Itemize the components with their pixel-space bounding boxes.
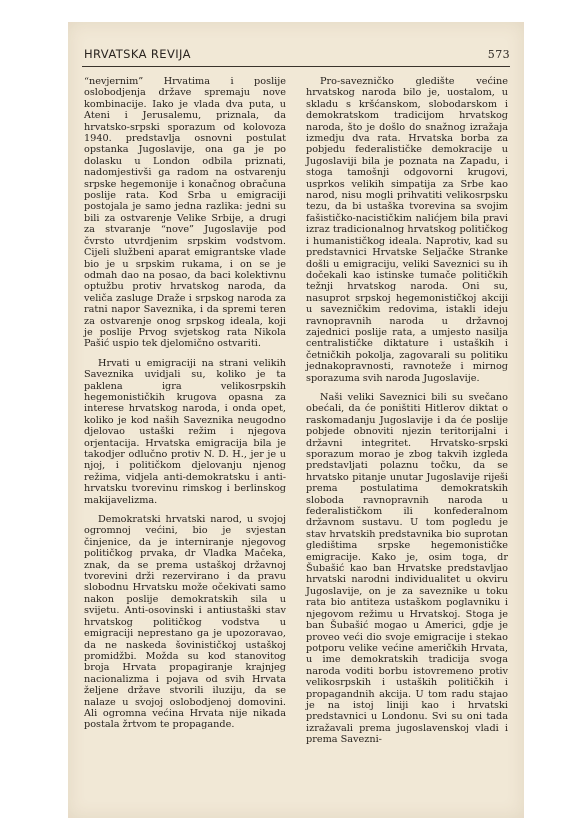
left-column: [84, 76, 286, 739]
paragraph: Pro-savezničko gledište većine hrvatskog naroda bilo je, uostalom, u skladu s kršćanskom, slobodarskom i demokratskom tradicijom hrvatskog naroda, što je došlo do snažnog izražaja izmedju dva rata. Hrvatska borba za pobjedu federalističke demokracije u Jugoslaviji bila je poznata na Zapadu, i stoga tamošnji odgovorni krugovi, usprkos velikih simpatija za Srbe kao narod, nisu mogli prihvatiti velikosrpsku tezu, da bi ustaška tvorevina sa svojim fašističko-nacističkim nalićjem bila pravi izraz tradicionalnog hrvatskog političkog i humanističkog ideala. Naprotiv, kad su predstavnici Hrvatske Seljačke Stranke došli u emigraciju, veliki Saveznici su ih dočekali kao istinske tumače političkih težnji hrvatskog naroda. Oni su, nasuprot srpskoj hegemonističkoj akciji u savezničkim redovima, istakli ideju ravnopravnih naroda u državnoj zajednici poslije rata, a umjesto nasilja centralističke diktature i ustaških i četničkih pokolja, zagovarali su politiku jednakopravnosti, ravnoteže i mirnog sporazuma svih naroda Jugoslavije.: [306, 76, 508, 384]
right-column: [306, 76, 508, 754]
paragraph: Demokratski hrvatski narod, u svojoj ogromnoj većini, bio je svjestan činjenice, da je interniranje njegovog političkog prvaka, dr Vladka Mačeka, znak, da se prema ustaškoj državnoj tvorevini drži rezervirano i da pravu slobodnu Hrvatsku može očekivati samo nakon poslije demokratskih sila u svijetu. Anti-osovinski i antiustaški stav hrvatskog političkog vodstva u emigraciji neprestano ga je upozoravao, da ne naskeda šovinističkoj ustaškoj promidžbi. Možda su kod stanovitog broja Hrvata propagiranje krajnjeg nacionalizma i pojava od svih Hrvata željene države stvorili iluziju, da se nalaze u svojoj oslobodjenoj domovini. Ali ogromna većina Hrvata nije nikada postala žrtvom te propagande.: [84, 514, 286, 731]
page-number: 573: [487, 48, 510, 61]
paragraph: “nevjernim” Hrvatima i poslije oslobodjenja države spremaju nove kombinacije. Iako je vlada dva puta, u Ateni i Jerusalemu, priznala, da hrvatsko-srpski sporazum od kolovoza 1940. predstavlja osnovni postulat opstanka Jugoslavije, ona ga je po dolasku u London odbila priznati, nadomjestivši ga radom na ostvarenju srpske hegemonije i konačnog obračuna poslije rata. Kod Srba u emigraciji postojala je samo jedna razlika: jedni su bili za ostvarenje Velike Srbije, a drugi za stvaranje “nove” Jugoslavije pod čvrsto utvrdjenim srpskim vodstvom. Cijeli službeni aparat emigrantske vlade bio je u srpskim rukama, i on se je odmah dao na posao, da baci kolektivnu optužbu protiv hrvatskog naroda, da veliča zasluge Draže i srpskog naroda za ratni napor Saveznika, i da spremi teren za ostvarenje onog srpskog ideala, koji je poslije Prvog svjetskog rata Nikola Pašić uspio tek djelomično ostvariti.: [84, 76, 286, 350]
paragraph: Naši veliki Saveznici bili su svečano obećali, da će poništiti Hitlerov diktat o raskomadanju Jugoslavije i da će poslije pobjede obnoviti njezin teritorijalni i državni integritet. Hrvatsko-srpski sporazum morao je zbog takvih izgleda predstavljati polaznu točku, da se hrvatsko pitanje unutar Jugoslavije riješi prema postulatima demokratskih sloboda ravnopravnih naroda u federalističkom ili konfederalnom državnom sustavu. U tom pogledu je stav hrvatskih predstavnika bio suprotan gledištima srpske hegemonističke emigracije. Kako je, osim toga, dr Šubašić kao ban Hrvatske predstavljao hrvatski narodni individualitet u okviru Jugoslavije, on je za saveznike u toku rata bio antiteza ustaškom poglavniku i njegovom režimu u Hrvatskoj. Stoga je ban Šubašić mogao u Americi, gdje je proveo veći dio svoje emigracije i stekao potporu velike većine američkih Hrvata, u ime demokratskih tradicija svoga naroda voditi borbu istovremeno protiv velikosrpskih i ustaških političkih i propagandnih akcija. U tom radu stajao je na istoj liniji kao i hrvatski predstavnici u Londonu. Svi su oni tada izražavali prema jugoslavenskoj vladi i prema Savezni-: [306, 391, 508, 746]
header-rule: [82, 66, 510, 67]
paragraph: Hrvati u emigraciji na strani velikih Saveznika uvidjali su, koliko je ta paklena igra velikosrpskih hegemonističkih krugova opasna za interese hrvatskog naroda, i onda opet, koliko je kod naših Saveznika neugodno djelovao ustaški režim i njegova orjentacija. Hrvatska emigracija bila je takodjer odlučno protiv N. D. H., jer je u njoj, i političkom djelovanju njenog režima, vidjela anti-demokratsku i anti-hrvatsku tvorevinu rimskog i berlinskog makijavelizma.: [84, 357, 286, 506]
running-header: [84, 47, 510, 61]
journal-title: HRVATSKA REVIJA: [84, 47, 191, 61]
journal-page: [68, 22, 524, 818]
